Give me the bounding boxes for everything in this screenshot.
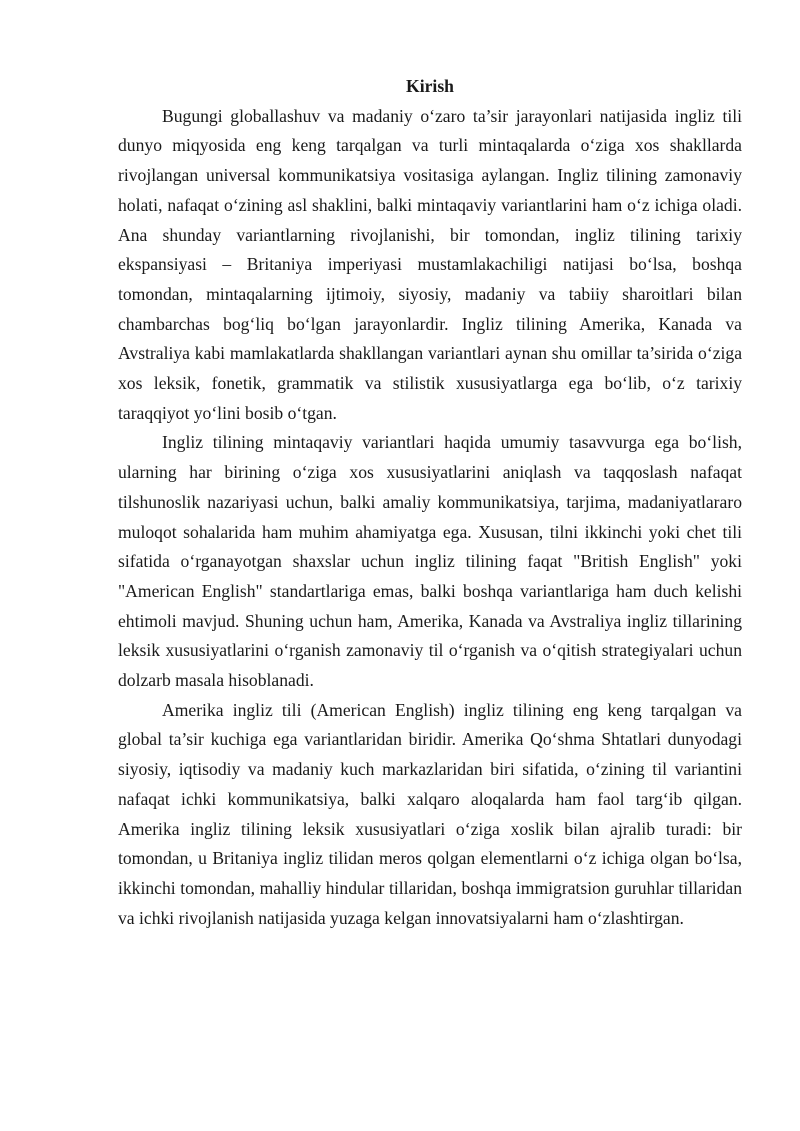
paragraph-3: Amerika ingliz tili (American English) ingliz tilining eng keng tarqalgan va global ta’sir kuchiga ega variantlaridan biridir. Amerika Qo‘shma Shtatlari dunyodagi siyosiy, iqtisodiy va madaniy kuch markazlaridan biri sifatida, o‘zining til variantini nafaqat ichki kommunikatsiya, balki xalqaro aloqalarda ham faol targ‘ib qilgan. Amerika ingliz tilining leksik xususiyatlari o‘ziga xoslik bilan ajralib turadi: bir tomondan, u Britaniya ingliz tilidan meros qolgan elementlarni o‘z ichiga olgan bo‘lsa, ikkinchi tomondan, mahalliy hindular tillaridan, boshqa immigratsion guruhlar tillaridan va ichki rivojlanish natijasida yuzaga kelgan innovatsiyalarni ham o‘zlashtirgan. bbox=[118, 699, 742, 928]
document-body bbox=[118, 72, 742, 933]
paragraph-2: Ingliz tilining mintaqaviy variantlari haqida umumiy tasavvurga ega bo‘lish, ularning har birining o‘ziga xos xususiyatlarini aniqlash va taqqoslash nafaqat tilshunoslik nazariyasi uchun, balki amaliy kommunikatsiya, tarjima, madaniyatlararo muloqot sohalarida ham muhim ahamiyatga ega. Xususan, tilni ikkinchi yoki chet tili sifatida o‘rganayotgan shaxslar uchun ingliz tilining faqat "British English" yoki "American English" standartlariga emas, balki boshqa variantlariga ham duch kelishi ehtimoli mavjud. Shuning uchun ham, Amerika, Kanada va Avstraliya ingliz tillarining leksik xususiyatlarini o‘rganish zamonaviy til o‘rganish va o‘qitish strategiyalari uchun dolzarb masala hisoblanadi. bbox=[118, 432, 742, 691]
section-title: Kirish bbox=[406, 76, 454, 96]
paragraph-1: Bugungi globallashuv va madaniy o‘zaro ta’sir jarayonlari natijasida ingliz tili dunyo miqyosida eng keng tarqalgan va turli mintaqalarda o‘ziga xos shakllarda rivojlangan universal kommunikatsiya vositasiga aylangan. Ingliz tilining zamonaviy holati, nafaqat o‘zining asl shaklini, balki mintaqaviy variantlarini ham o‘z ichiga oladi. Ana shunday variantlarning rivojlanishi, bir tomondan, ingliz tilining tarixiy ekspansiyasi – Britaniya imperiyasi mustamlakachiligi natijasi bo‘lsa, boshqa tomondan, mintaqalarning ijtimoiy, siyosiy, madaniy va tabiiy sharoitlari bilan chambarchas bog‘liq bo‘lgan jarayonlardir. Ingliz tilining Amerika, Kanada va Avstraliya kabi mamlakatlarda shakllangan variantlari aynan shu omillar ta’sirida o‘ziga xos leksik, fonetik, grammatik va stilistik xususiyatlarga ega bo‘lib, o‘z tarixiy taraqqiyot yo‘lini bosib o‘tgan. bbox=[118, 105, 742, 423]
